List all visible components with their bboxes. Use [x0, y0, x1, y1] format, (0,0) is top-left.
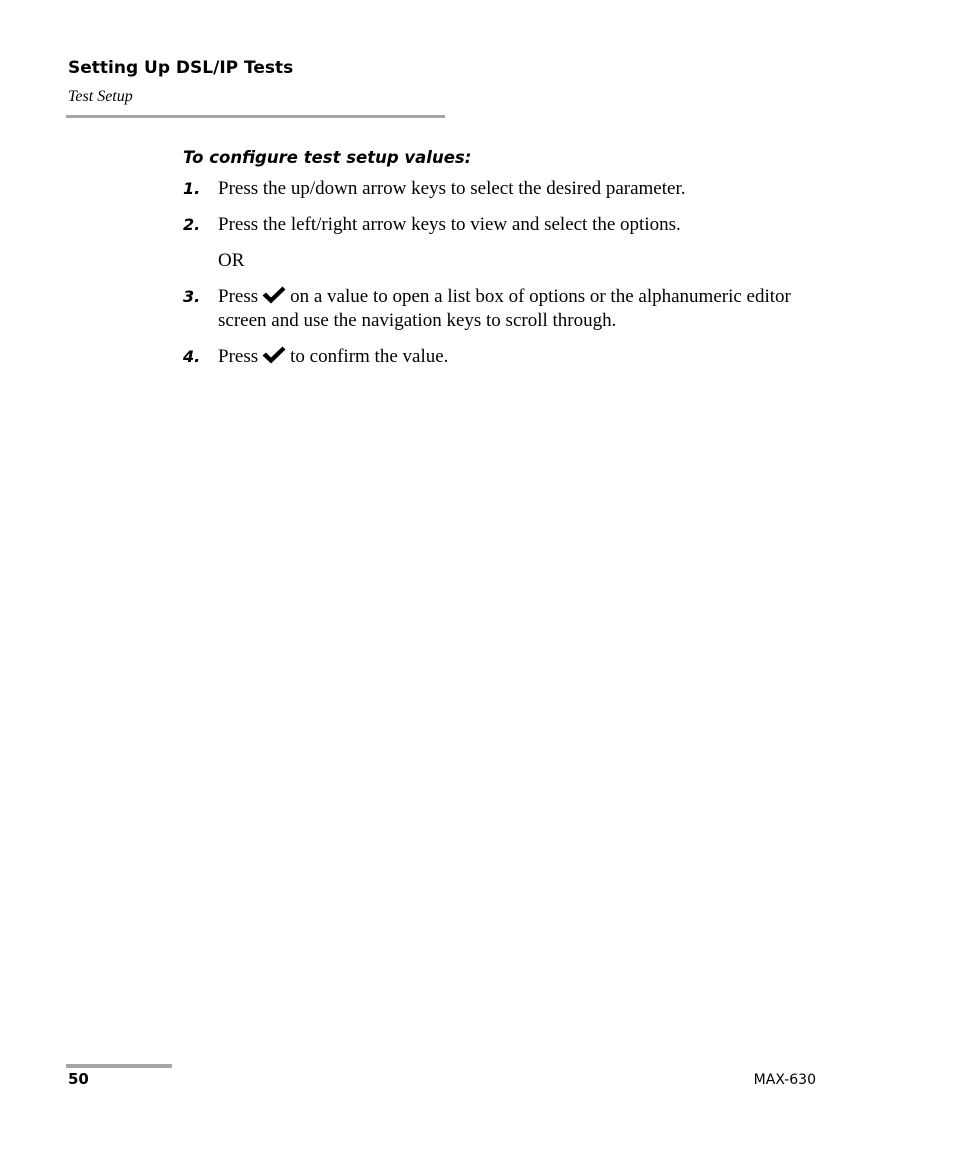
step-number: 3. [183, 287, 201, 306]
checkmark-icon [261, 285, 287, 305]
header-divider [66, 115, 445, 118]
checkmark-icon [261, 345, 287, 365]
section-subtitle: Test Setup [68, 88, 133, 105]
step-text-after: on a value to open a list box of options or the alphanumeric editor screen and use the navigation keys to scroll through. [218, 286, 791, 331]
step-text [218, 345, 823, 369]
step-text-after: to confirm the value. [290, 346, 449, 367]
or-label: OR [218, 250, 245, 271]
page-number: 50 [68, 1070, 89, 1088]
step-text: Press the left/right arrow keys to view and select the options. [218, 214, 681, 235]
step-text [218, 285, 823, 333]
procedure-heading: To configure test setup values: [183, 148, 472, 167]
footer-divider [66, 1064, 172, 1068]
step-number: 2. [183, 215, 201, 234]
section-title: Setting Up DSL/IP Tests [68, 58, 294, 78]
step-number: 1. [183, 179, 201, 198]
product-name: MAX-630 [753, 1072, 816, 1088]
step-text: Press the up/down arrow keys to select the desired parameter. [218, 178, 686, 199]
step-text-before: Press [218, 286, 259, 307]
step-text-before: Press [218, 346, 259, 367]
step-number: 4. [183, 347, 201, 366]
